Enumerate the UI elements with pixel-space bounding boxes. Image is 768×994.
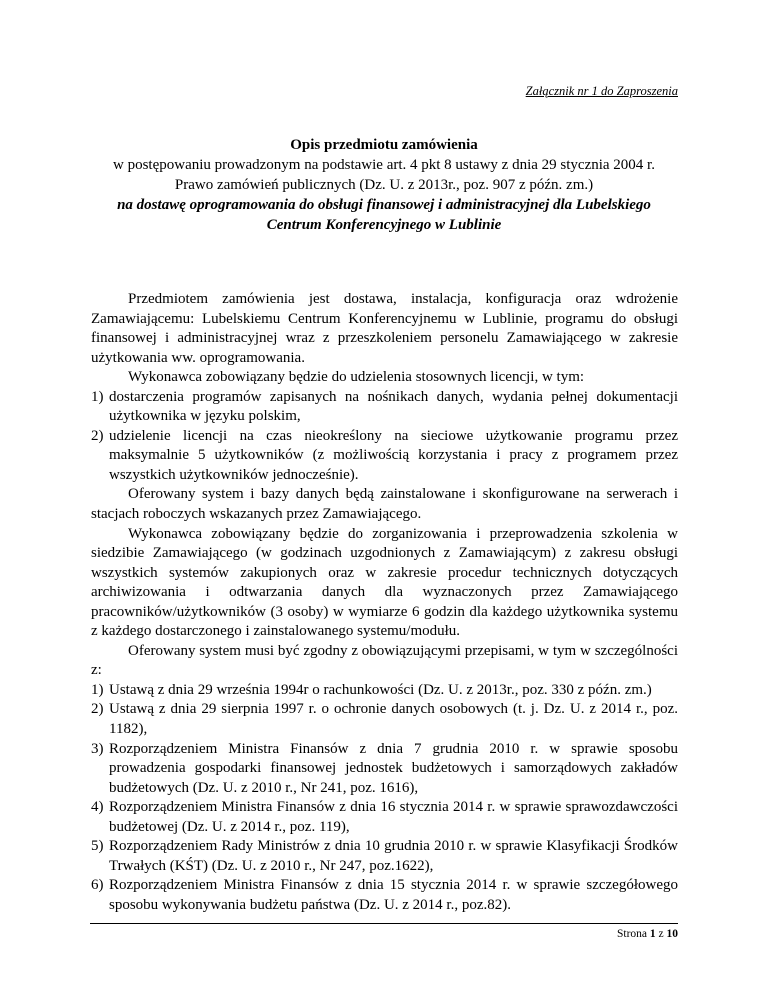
list-item	[91, 740, 678, 799]
document-title: Opis przedmiotu zamówienia	[290, 137, 478, 153]
list-item-text: Ustawą z dnia 29 sierpnia 1997 r. o ochronie danych osobowych (t. j. Dz. U. z 2014 r., poz. 1182),	[109, 701, 678, 738]
list-item	[91, 681, 678, 701]
paragraph-5: Oferowany system musi być zgodny z obowiązującymi przepisami, w tym w szczególności z:	[91, 642, 678, 679]
page-separator: z	[658, 928, 664, 940]
list-item-number: 3)	[91, 740, 104, 757]
regulations-list	[91, 681, 678, 916]
list-item	[91, 837, 678, 876]
list-item-text: Rozporządzeniem Ministra Finansów z dnia 7 grudnia 2010 r. w sprawie sposobu prowadzenia gospodarki finansowej jednostek budżetowych i samorządowych zakładów budżetowych (Dz. U. z 2010 r., Nr 241, poz. 1616),	[109, 740, 678, 796]
page-label: Strona	[616, 928, 648, 940]
paragraph-1: Przedmiotem zamówienia jest dostawa, instalacja, konfiguracja oraz wdrożenie Zamawiającemu: Lubelskiemu Centrum Konferencyjnemu w Lublinie, programu do obsługi finansowej i administracyjnej wraz z przeszkoleniem personelu Zamawiającego w zakresie użytkowania ww. oprogramowania.	[91, 291, 678, 366]
document-body	[91, 290, 678, 916]
list-item-text: udzielenie licencji na czas nieokreślony na sieciowe użytkowanie programu przez maksymalnie 5 użytkowników (z możliwością korzystania i pracy z programem przez wszystkich użytkowników jednocześnie).	[109, 427, 678, 483]
page-number	[617, 928, 678, 940]
list-item-number: 2)	[91, 701, 104, 718]
list-item-number: 4)	[91, 799, 104, 816]
list-item-number: 2)	[91, 427, 104, 444]
current-page: 1	[649, 928, 656, 940]
title-line-2: w postępowaniu prowadzonym na podstawie art. 4 pkt 8 ustawy z dnia 29 stycznia 2004 r.	[113, 157, 655, 173]
list-item-text: Rozporządzeniem Ministra Finansów z dnia 16 stycznia 2014 r. w sprawie sprawozdawczości budżetowej (Dz. U. z 2014 r., poz. 119),	[109, 799, 678, 835]
paragraph-4: Wykonawca zobowiązany będzie do zorganizowania i przeprowadzenia szkolenia w siedzibie Zamawiającego (w godzinach uzgodnionych z Zamawiającym) z zakresu obsługi wszystkich systemów zakupionych oraz w zakresie procedur technicznych dotyczących archiwizowania i odtwarzania danych dla wyznaczonych przez Zamawiającego pracowników/użytkowników (3 osoby) w wymiarze 6 godzin dla każdego użytkownika systemu z każdego dostarczonego i zainstalowanego systemu/modułu.	[91, 525, 678, 640]
footer-divider	[90, 923, 678, 924]
list-item-number: 1)	[91, 388, 104, 405]
list-item-number: 6)	[91, 877, 104, 894]
paragraph-3: Oferowany system i bazy danych będą zainstalowane i skonfigurowane na serwerach i stacjach roboczych wskazanych przez Zamawiającego.	[91, 486, 678, 523]
title-block	[90, 135, 678, 235]
total-pages: 10	[666, 928, 678, 940]
list-item	[91, 876, 678, 915]
list-item-text: Rozporządzeniem Rady Ministrów z dnia 10 grudnia 2010 r. w sprawie Klasyfikacji Środków Trwałych (KŚT) (Dz. U. z 2010 r., Nr 247, poz.1622),	[109, 838, 678, 874]
title-subject: na dostawę oprogramowania do obsługi finansowej i administracyjnej dla Lubelskiego Centrum Konferencyjnego w Lublinie	[117, 197, 651, 233]
list-item	[91, 427, 678, 486]
list-item-number: 1)	[91, 681, 104, 698]
list-item	[91, 798, 678, 837]
list-item-number: 5)	[91, 838, 104, 855]
list-item	[91, 388, 678, 427]
license-list	[91, 388, 678, 486]
list-item-text: Ustawą z dnia 29 września 1994r o rachunkowości (Dz. U. z 2013r., poz. 330 z późn. zm.)	[109, 681, 652, 698]
list-item	[91, 700, 678, 739]
list-item-text: Rozporządzeniem Ministra Finansów z dnia 15 stycznia 2014 r. w sprawie szczegółowego sposobu wykonywania budżetu państwa (Dz. U. z 2014 r., poz.82).	[109, 877, 678, 913]
list-item-text: dostarczenia programów zapisanych na nośnikach danych, wydania pełnej dokumentacji użytkownika w języku polskim,	[109, 388, 678, 425]
paragraph-2: Wykonawca zobowiązany będzie do udzielenia stosownych licencji, w tym:	[128, 369, 585, 386]
title-line-3: Prawo zamówień publicznych (Dz. U. z 2013r., poz. 907 z późn. zm.)	[174, 177, 594, 193]
annex-label: Załącznik nr 1 do Zaproszenia	[525, 84, 678, 98]
